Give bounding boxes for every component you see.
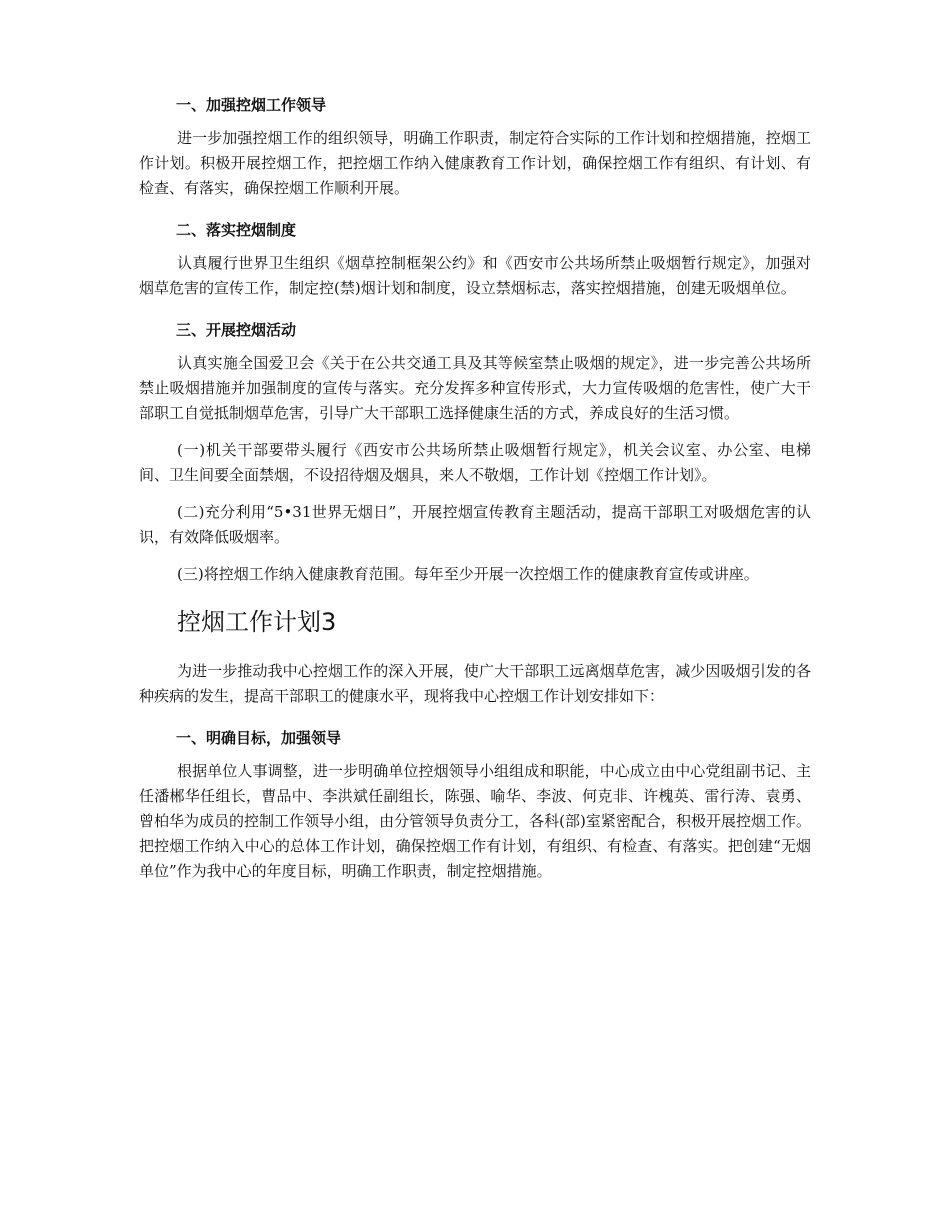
document-body	[139, 92, 811, 884]
section-heading: 三、开展控烟活动	[176, 321, 297, 339]
paragraph: 认真履行世界卫生组织《烟草控制框架公约》和《西安市公共场所禁止吸烟暂行规定》，加强对烟草危害的宣传工作，制定控(禁)烟计划和制度，设立禁烟标志，落实控烟措施，创建无吸烟单位。	[139, 254, 811, 297]
paragraph: (三)将控烟工作纳入健康教育范围。每年至少开展一次控烟工作的健康教育宣传或讲座。	[177, 565, 759, 583]
page-title: 控烟工作计划3	[177, 608, 337, 636]
paragraph: (一)机关干部要带头履行《西安市公共场所禁止吸烟暂行规定》，机关会议室、办公室、电梯间、卫生间要全面禁烟，不设招待烟及烟具，来人不敬烟，工作计划《控烟工作计划》。	[139, 441, 811, 484]
section-heading: 一、明确目标，加强领导	[176, 729, 342, 747]
paragraph: 根据单位人事调整，进一步明确单位控烟领导小组组成和职能，中心成立由中心党组副书记、主任潘郴华任组长，曹品中、李洪斌任副组长，陈强、喻华、李波、何克非、许槐英、雷行涛、袁勇、曾柏华为成员的控制工作领导小组，由分管领导负责分工，各科(部)室紧密配合，积极开展控烟工作。把控烟工作纳入中心的总体工作计划，确保控烟工作有计划，有组织、有检查、有落实。把创建“无烟单位”作为我中心的年度目标，明确工作职责，制定控烟措施。	[139, 762, 811, 880]
paragraph: 进一步加强控烟工作的组织领导，明确工作职责，制定符合实际的工作计划和控烟措施，控烟工作计划。积极开展控烟工作，把控烟工作纳入健康教育工作计划，确保控烟工作有组织、有计划、有检查、有落实，确保控烟工作顺利开展。	[139, 129, 811, 197]
paragraph: 认真实施全国爱卫会《关于在公共交通工具及其等候室禁止吸烟的规定》，进一步完善公共场所禁止吸烟措施并加强制度的宣传与落实。充分发挥多种宣传形式，大力宣传吸烟的危害性，使广大干部职工自觉抵制烟草危害，引导广大干部职工选择健康生活的方式，养成良好的生活习惯。	[139, 354, 811, 422]
paragraph: (二)充分利用“5•31世界无烟日”，开展控烟宣传教育主题活动，提高干部职工对吸烟危害的认识，有效降低吸烟率。	[139, 503, 811, 546]
section-heading: 二、落实控烟制度	[176, 221, 297, 239]
section-heading: 一、加强控烟工作领导	[176, 96, 327, 114]
paragraph: 为进一步推动我中心控烟工作的深入开展，使广大干部职工远离烟草危害，减少因吸烟引发的各种疾病的发生，提高干部职工的健康水平，现将我中心控烟工作计划安排如下：	[139, 662, 811, 705]
